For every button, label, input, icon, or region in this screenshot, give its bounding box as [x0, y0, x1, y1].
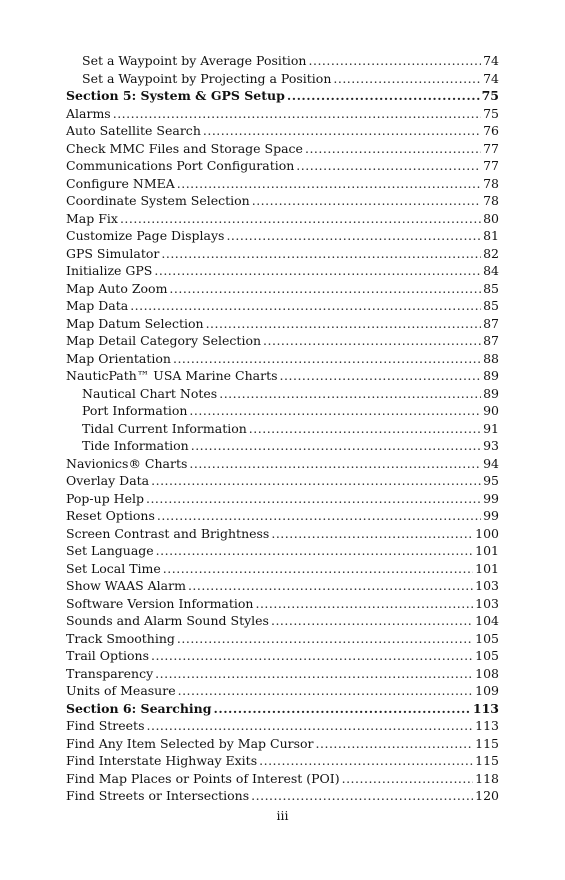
dot-leader: [130, 297, 481, 315]
toc-entry-page: 85: [483, 298, 499, 313]
toc-entry-page: 77: [483, 158, 499, 173]
toc-entry: [66, 507, 499, 525]
toc-entry-label: Tidal Current Information: [82, 420, 247, 436]
toc-entry-label: Section 6: Searching: [66, 700, 212, 716]
toc-entry: [66, 350, 499, 368]
toc-entry-label: Find Streets or Intersections: [66, 788, 250, 803]
dot-leader: [156, 542, 473, 560]
toc-entry-label: Coordinate System Selection: [66, 193, 250, 208]
toc-entry-label: Map Fix: [66, 210, 118, 226]
toc-entry-label: Show WAAS Alarm: [66, 578, 186, 593]
toc-entry: [66, 612, 499, 630]
toc-entry-label: Screen Contrast and Brightness: [66, 525, 270, 541]
toc-entry-page: 87: [483, 333, 499, 348]
toc-entry-page: 115: [475, 753, 499, 768]
toc-entry-label: Port Information: [82, 403, 188, 418]
dot-leader: [157, 507, 481, 525]
dot-leader: [271, 525, 473, 543]
toc-entry-page: 75: [483, 105, 499, 121]
toc-entry-label: Find Any Item Selected by Map Cursor: [66, 735, 314, 751]
toc-entry: [66, 735, 499, 753]
toc-entry: [66, 105, 499, 123]
toc-entry-label: Customize Page Displays: [66, 228, 225, 243]
dot-leader: [226, 227, 481, 245]
dot-leader: [263, 332, 481, 350]
toc-entry-label: Software Version Information: [66, 595, 254, 611]
toc-entry: [66, 262, 499, 280]
toc-entry-page: 118: [475, 770, 499, 786]
toc-entry-label: Map Datum Selection: [66, 315, 204, 331]
toc-entry: [66, 560, 499, 578]
dot-leader: [189, 402, 481, 420]
toc-entry: [66, 455, 499, 473]
toc-entry: [66, 770, 499, 788]
toc-entry-page: 103: [475, 595, 499, 611]
toc-entry-label: Transparency: [66, 665, 154, 681]
toc-entry-page: 74: [483, 70, 499, 86]
toc-entry-label: Set Local Time: [66, 560, 161, 576]
toc-entry-page: 109: [475, 683, 499, 698]
toc-entry: [66, 630, 499, 648]
dot-leader: [342, 770, 474, 788]
toc-entry-label: Auto Satellite Search: [66, 123, 201, 138]
toc-entry-label: NauticPath™ USA Marine Charts: [66, 368, 278, 383]
toc-entry-label: Set Language: [66, 543, 154, 558]
toc-entry: [66, 210, 499, 228]
toc-section-heading: [66, 700, 499, 718]
toc-entry-page: 81: [483, 228, 499, 243]
toc-entry-page: 78: [483, 175, 499, 191]
toc-entry-page: 108: [475, 665, 499, 681]
dot-leader: [154, 262, 481, 280]
toc-entry: [66, 315, 499, 333]
dot-leader: [271, 612, 473, 630]
toc-entry-label: GPS Simulator: [66, 245, 160, 261]
toc-entry-page: 76: [483, 123, 499, 138]
dot-leader: [249, 420, 481, 438]
toc-entry-label: Map Data: [66, 298, 129, 313]
toc-entry-page: 113: [475, 718, 499, 733]
toc-entry-label: Tide Information: [82, 438, 189, 453]
toc-entry: [66, 402, 499, 420]
toc-entry-page: 120: [475, 788, 499, 803]
toc-entry-page: 88: [483, 350, 499, 366]
toc-entry-label: Communications Port Configuration: [66, 158, 295, 173]
toc-entry: [66, 227, 499, 245]
toc-entry-label: Map Auto Zoom: [66, 280, 168, 296]
table-of-contents: [66, 52, 499, 805]
dot-leader: [219, 385, 481, 403]
toc-entry-page: 91: [483, 420, 499, 436]
toc-entry: [66, 175, 499, 193]
toc-entry-page: 94: [483, 455, 499, 471]
toc-entry: [66, 577, 499, 595]
toc-entry-page: 100: [475, 525, 499, 541]
toc-entry-label: Initialize GPS: [66, 263, 153, 278]
toc-entry: [66, 665, 499, 683]
dot-leader: [155, 665, 473, 683]
toc-entry-page: 105: [475, 630, 499, 646]
toc-entry: [66, 157, 499, 175]
dot-leader: [189, 455, 481, 473]
toc-entry-label: Check MMC Files and Storage Space: [66, 140, 303, 156]
toc-entry-page: 105: [475, 648, 499, 663]
toc-entry: [66, 297, 499, 315]
toc-entry-label: Alarms: [66, 105, 111, 121]
dot-leader: [251, 787, 473, 805]
dot-leader: [120, 210, 481, 228]
toc-entry: [66, 367, 499, 385]
toc-entry-label: Trail Options: [66, 648, 149, 663]
toc-entry: [66, 280, 499, 298]
toc-entry: [66, 787, 499, 805]
toc-entry: [66, 245, 499, 263]
toc-entry-label: Set a Waypoint by Average Position: [82, 53, 307, 68]
dot-leader: [161, 245, 481, 263]
toc-entry-page: 77: [483, 140, 499, 156]
toc-entry-page: 85: [483, 280, 499, 296]
toc-entry-page: 115: [475, 735, 499, 751]
toc-entry: [66, 192, 499, 210]
toc-entry-page: 90: [483, 403, 499, 418]
toc-entry: [66, 437, 499, 455]
toc-entry-page: 93: [483, 438, 499, 453]
toc-entry-page: 101: [475, 560, 499, 576]
toc-entry: [66, 647, 499, 665]
dot-leader: [333, 70, 481, 88]
toc-entry-page: 113: [472, 700, 499, 716]
toc-entry-label: Set a Waypoint by Projecting a Position: [82, 70, 332, 86]
toc-entry-label: Map Orientation: [66, 350, 171, 366]
toc-entry-page: 74: [483, 53, 499, 68]
toc-entry: [66, 717, 499, 735]
toc-entry: [66, 490, 499, 508]
dot-leader: [255, 595, 473, 613]
toc-entry: [66, 472, 499, 490]
toc-section-heading: [66, 87, 499, 105]
dot-leader: [113, 105, 481, 123]
dot-leader: [305, 140, 481, 158]
dot-leader: [178, 682, 474, 700]
dot-leader: [191, 437, 481, 455]
toc-entry: [66, 525, 499, 543]
toc-entry-label: Pop-up Help: [66, 490, 144, 506]
toc-entry-label: Find Map Places or Points of Interest (POI): [66, 770, 340, 786]
toc-entry: [66, 332, 499, 350]
toc-entry: [66, 70, 499, 88]
toc-entry-label: Nautical Chart Notes: [82, 385, 218, 401]
toc-entry-label: Overlay Data: [66, 473, 150, 488]
dot-leader: [252, 192, 481, 210]
toc-entry: [66, 542, 499, 560]
toc-entry-label: Section 5: System & GPS Setup: [66, 88, 285, 103]
dot-leader: [147, 717, 474, 735]
toc-entry-page: 89: [483, 385, 499, 401]
toc-entry-page: 103: [475, 578, 499, 593]
toc-entry-label: Find Streets: [66, 718, 145, 733]
toc-entry-page: 99: [483, 508, 499, 523]
dot-leader: [177, 175, 481, 193]
dot-leader: [173, 350, 481, 368]
dot-leader: [287, 87, 480, 105]
toc-entry-label: Find Interstate Highway Exits: [66, 753, 258, 768]
toc-entry-page: 104: [475, 613, 499, 628]
toc-entry-page: 101: [475, 543, 499, 558]
toc-entry: [66, 420, 499, 438]
dot-leader: [188, 577, 473, 595]
toc-entry-label: Navionics® Charts: [66, 455, 188, 471]
toc-entry: [66, 752, 499, 770]
dot-leader: [163, 560, 473, 578]
toc-entry-page: 99: [483, 490, 499, 506]
page-number: iii: [276, 808, 289, 823]
toc-entry: [66, 122, 499, 140]
toc-entry-label: Configure NMEA: [66, 175, 175, 191]
toc-entry: [66, 682, 499, 700]
toc-entry-page: 84: [483, 263, 499, 278]
dot-leader: [214, 700, 471, 718]
toc-entry: [66, 595, 499, 613]
toc-entry-page: 80: [483, 210, 499, 226]
dot-leader: [151, 472, 481, 490]
toc-entry-page: 75: [481, 88, 499, 103]
dot-leader: [259, 752, 473, 770]
dot-leader: [203, 122, 481, 140]
dot-leader: [206, 315, 482, 333]
dot-leader: [280, 367, 482, 385]
toc-entry-label: Map Detail Category Selection: [66, 333, 262, 348]
dot-leader: [316, 735, 474, 753]
dot-leader: [177, 630, 473, 648]
toc-entry-page: 89: [483, 368, 499, 383]
dot-leader: [309, 52, 482, 70]
toc-entry-label: Units of Measure: [66, 683, 176, 698]
dot-leader: [146, 490, 481, 508]
toc-entry-page: 78: [483, 193, 499, 208]
toc-entry-label: Reset Options: [66, 508, 155, 523]
dot-leader: [151, 647, 473, 665]
toc-entry-page: 87: [483, 315, 499, 331]
toc-entry: [66, 385, 499, 403]
dot-leader: [296, 157, 481, 175]
toc-entry-label: Track Smoothing: [66, 630, 175, 646]
toc-entry-page: 82: [483, 245, 499, 261]
toc-entry-label: Sounds and Alarm Sound Styles: [66, 613, 269, 628]
dot-leader: [169, 280, 481, 298]
toc-entry: [66, 52, 499, 70]
toc-entry-page: 95: [483, 473, 499, 488]
toc-entry: [66, 140, 499, 158]
